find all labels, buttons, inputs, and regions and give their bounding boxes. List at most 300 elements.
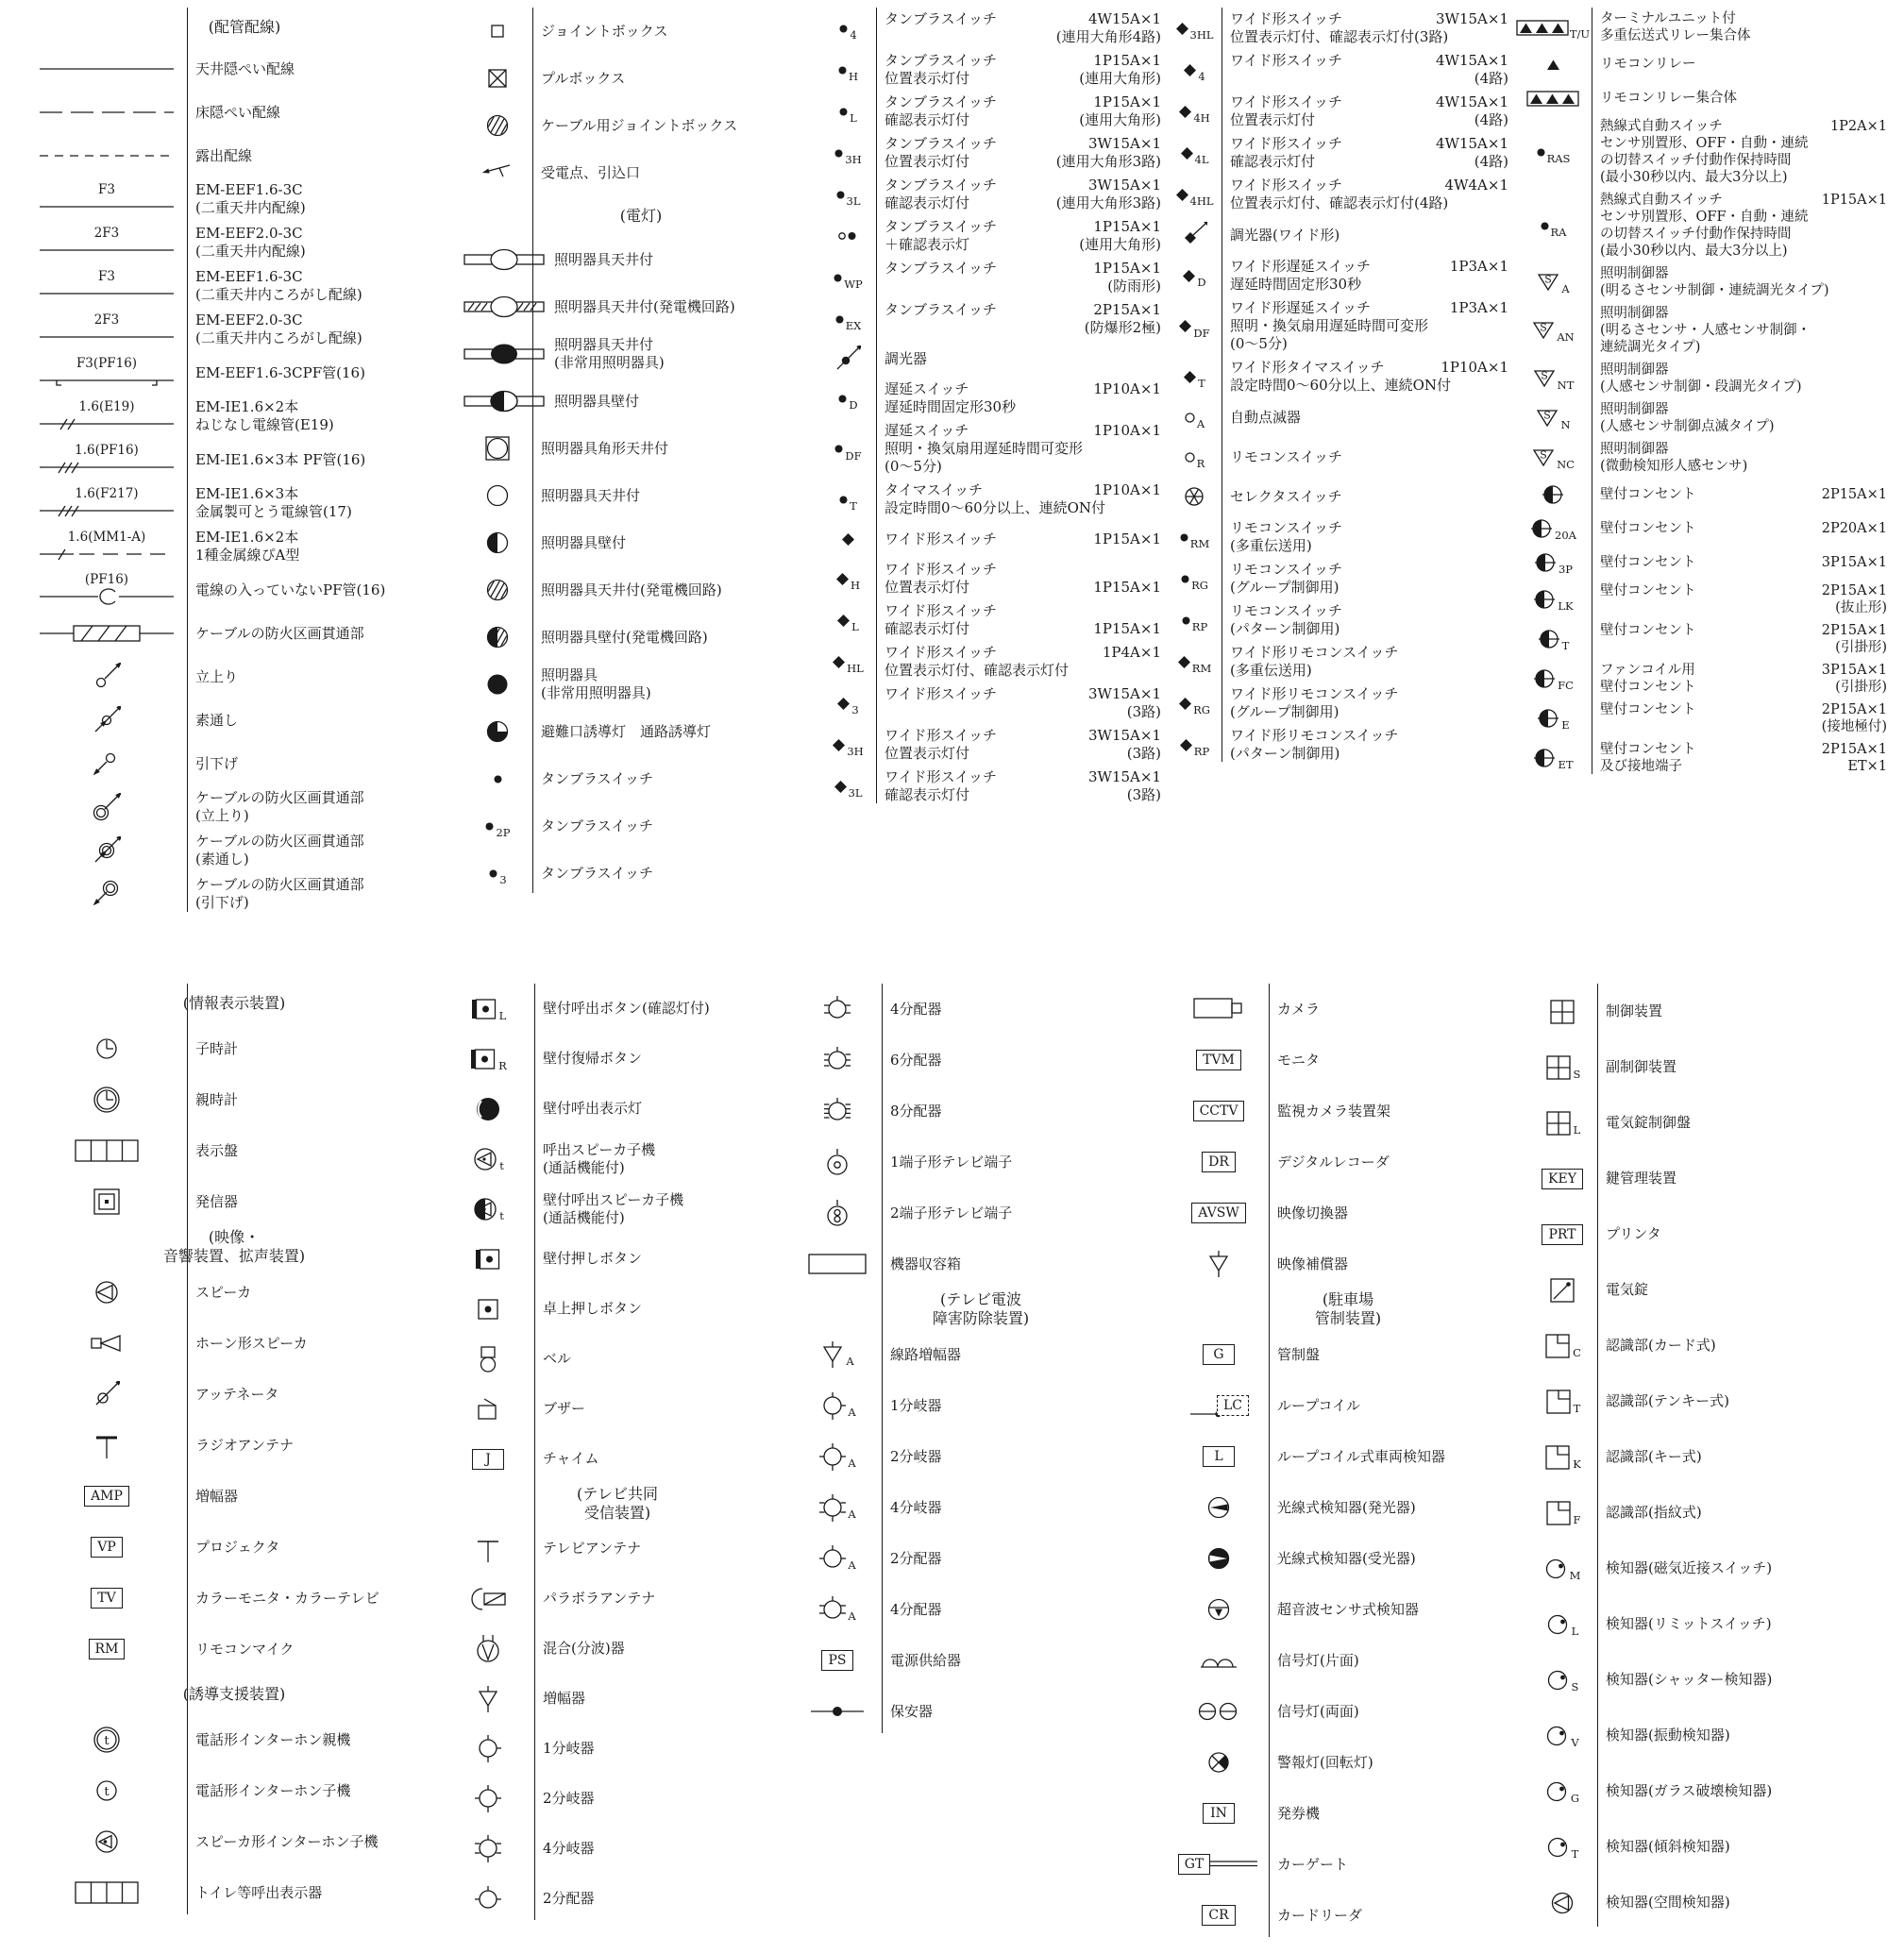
legend-column	[26, 984, 442, 1918]
legend-entry	[1527, 1318, 1904, 1373]
label-cell	[532, 425, 819, 472]
column-divider	[187, 984, 188, 1914]
symbol-cell	[26, 872, 187, 916]
legend-entry	[26, 134, 463, 177]
entry-label: 2端子形テレビ端子	[890, 1204, 1013, 1221]
entry-label: トイレ等呼出表示器	[195, 1883, 323, 1901]
symbol-cell	[463, 519, 532, 566]
entry-label: 検知器(傾斜検知器)	[1606, 1838, 1730, 1855]
label-cell	[187, 1624, 442, 1675]
symbol-subscript: V	[1571, 1735, 1579, 1749]
entry-label: 照明器具天井付(発電機回路)	[554, 297, 735, 315]
symbol-cell	[463, 614, 532, 661]
entry-label: 熱線式自動スイッチ	[1600, 119, 1723, 134]
label-cell	[1222, 437, 1514, 477]
entry-label: ケーブルの防火区画貫通部	[195, 624, 364, 642]
wire-dash-icon	[36, 146, 177, 165]
label-cell	[1269, 1890, 1527, 1941]
entry-label: ワイド形スイッチ	[1230, 93, 1342, 110]
symbol-subscript: RP	[1191, 620, 1208, 633]
entry-label: EM-IE1.6×3本 PF管(16)	[195, 450, 366, 468]
group-header	[1169, 1289, 1527, 1329]
box-symbol-label: PRT	[1548, 1226, 1576, 1242]
label-cell	[187, 1573, 442, 1624]
dimdot-icon	[834, 345, 861, 372]
box-symbol-label: TVM	[1203, 1053, 1235, 1068]
wire-solid-icon	[36, 313, 177, 346]
label-cell	[1592, 619, 1893, 659]
entry-label: 位置表示灯付	[885, 579, 970, 596]
legend-entry	[793, 1380, 1169, 1431]
entry-label: (二重天井内配線)	[195, 243, 306, 260]
legend-entry	[1167, 91, 1514, 132]
entry-spec: (3路)	[1126, 745, 1161, 762]
label-cell	[876, 132, 1167, 174]
legend-entry	[26, 1624, 442, 1675]
svg-text:S: S	[1540, 448, 1547, 462]
legend-entry	[1514, 738, 1893, 778]
legend-entry	[1167, 724, 1514, 766]
label-cell	[532, 472, 819, 519]
symbol-subscript: A	[846, 1355, 854, 1368]
wire-solid-icon	[36, 227, 177, 260]
symbol-cell	[1167, 477, 1222, 516]
box-symbol-label: VP	[97, 1540, 116, 1555]
symbol-cell	[26, 1765, 187, 1816]
entry-label: ケーブル用ジョイントボックス	[541, 116, 738, 134]
entry-label: 4分岐器	[890, 1498, 942, 1516]
label-cell	[534, 1034, 793, 1084]
wire-tag: F3	[98, 181, 115, 197]
interphone-icon	[92, 1776, 122, 1806]
label-cell	[187, 742, 463, 785]
entry-label: ワイド形スイッチ	[1230, 177, 1342, 194]
column-divider	[876, 8, 877, 803]
symbol-cell	[1514, 619, 1592, 659]
entry-label: ホーン形スピーカ	[195, 1334, 308, 1352]
legend-entry	[819, 49, 1167, 91]
legend-entry	[442, 1084, 793, 1134]
column-divider	[1597, 984, 1598, 1927]
wire-tag: 1.6(E19)	[78, 398, 135, 414]
legend-entry	[793, 1329, 1169, 1380]
symbol-cell	[26, 699, 187, 742]
group-header-line: 障害防除装置)	[932, 1309, 1030, 1327]
entry-spec: 3W15A×1	[1436, 10, 1508, 27]
grid4-icon	[1544, 1053, 1581, 1082]
legend-band-top	[26, 8, 1893, 916]
entry-label: 電線の入っていないPF管(16)	[195, 581, 386, 598]
entry-label: 連続調光タイプ)	[1600, 340, 1701, 355]
legend-entry	[1167, 558, 1514, 599]
symbol-subscript: A	[1196, 417, 1205, 430]
entry-label: モニタ	[1277, 1051, 1321, 1069]
symbol-cell	[1167, 682, 1222, 724]
legend-entry	[26, 785, 463, 829]
entry-label: パラボラアンテナ	[543, 1590, 656, 1607]
symbol-cell	[26, 612, 187, 655]
legend-entry	[793, 1188, 1169, 1238]
wire-dashlong-icon	[36, 103, 177, 122]
label-cell	[1269, 1788, 1527, 1839]
symbol-cell	[1167, 296, 1222, 356]
legend-entry	[819, 641, 1167, 682]
riser-icon	[93, 663, 121, 691]
entry-label: EM-EEF2.0-3C	[195, 312, 303, 328]
label-cell	[882, 1137, 1169, 1188]
entry-label: 照明制御器	[1600, 362, 1669, 378]
symbol-subscript: 4L	[1194, 153, 1209, 166]
entry-label: 1種金属線ぴA型	[195, 547, 300, 564]
circ-icon	[484, 671, 511, 698]
wire-tag: 1.6(F217)	[75, 485, 139, 501]
dot-icon	[835, 188, 861, 208]
entry-label: 遅延スイッチ	[885, 422, 969, 439]
symbol-cell	[26, 308, 187, 351]
entry-spec: 3W15A×1	[1088, 685, 1161, 702]
dotpair-icon	[836, 230, 859, 242]
symbol-cell	[1167, 8, 1222, 49]
symbol-cell	[442, 1874, 534, 1924]
entry-label: 床隠ぺい配線	[195, 103, 281, 121]
label-cell	[187, 438, 463, 481]
entry-label: ループコイル	[1277, 1396, 1361, 1414]
legend-entry	[26, 829, 463, 872]
symbol-cell	[26, 1318, 187, 1369]
entry-label: 親時計	[195, 1090, 239, 1108]
entry-label: ジョイントボックス	[541, 22, 668, 40]
riser-icon	[93, 793, 121, 821]
dot-icon	[488, 867, 507, 886]
branch-icon	[474, 1833, 502, 1864]
entry-label: 熱線式自動スイッチ	[1600, 193, 1723, 208]
divider-icon	[823, 1046, 851, 1074]
symbol-cell	[793, 1238, 882, 1289]
atten-icon	[93, 1381, 120, 1407]
scontrol-icon	[1532, 367, 1575, 390]
dot-icon	[838, 493, 857, 513]
dia-icon	[1182, 269, 1206, 289]
sqcirc-icon	[483, 434, 512, 463]
symbol-subscript: H	[850, 579, 861, 592]
entry-label: EM-EEF1.6-3C	[195, 268, 303, 285]
entry-label: 照明制御器	[1600, 402, 1669, 417]
symbol-cell	[1514, 546, 1592, 580]
entry-label: 子時計	[195, 1039, 239, 1057]
scontrol-icon	[1535, 407, 1570, 430]
entry-spec: 3P15A×1	[1821, 663, 1887, 678]
symbol-cell	[1527, 1373, 1597, 1429]
legend-entry	[1167, 132, 1514, 174]
symbol-subscript: 3L	[846, 194, 861, 208]
deskbtn-icon	[476, 1297, 500, 1322]
entry-label: リモコンスイッチ	[1230, 602, 1342, 619]
symbol-subscript: T	[1571, 1846, 1579, 1861]
label-cell	[876, 724, 1167, 766]
label-cell	[187, 1023, 442, 1074]
legend-entry	[26, 91, 463, 134]
label-cell	[187, 481, 463, 525]
dot-icon	[1179, 531, 1210, 550]
svg-text:S: S	[1544, 273, 1553, 286]
legend-entry	[26, 1125, 442, 1176]
dot-icon	[484, 819, 511, 839]
symbol-subscript: 3	[851, 703, 859, 716]
symbol-cell	[26, 221, 187, 264]
box-symbol-DR	[1202, 1152, 1236, 1172]
wire-cloop-icon	[36, 573, 177, 608]
label-cell	[882, 1686, 1169, 1737]
label-cell	[1269, 1431, 1527, 1482]
label-cell	[882, 1482, 1169, 1533]
symbol-cell	[26, 1714, 187, 1765]
mixer-icon	[474, 1634, 502, 1664]
entry-spec: 3W15A×1	[1088, 768, 1161, 785]
label-cell	[532, 614, 819, 661]
symbol-cell	[1514, 189, 1592, 262]
symbol-cell	[1167, 724, 1222, 766]
symbol-cell	[1169, 1137, 1269, 1188]
label-cell	[876, 766, 1167, 807]
entry-label: 認識部(指紋式)	[1606, 1504, 1702, 1521]
legend-entry	[1167, 682, 1514, 724]
entry-label: カードリーダ	[1277, 1906, 1363, 1924]
wire-tag: (PF16)	[84, 571, 129, 587]
legend-entry	[26, 872, 463, 916]
symbol-cell	[463, 566, 532, 614]
symbol-subscript: T	[1573, 1401, 1581, 1415]
box-symbol-label: KEY	[1548, 1171, 1576, 1187]
legend-entry	[1527, 1541, 1904, 1596]
symbol-cell	[793, 1431, 882, 1482]
symbol-cell	[1167, 516, 1222, 558]
entry-label: EM-IE1.6×2本	[195, 529, 299, 546]
sig-icon	[1198, 1651, 1239, 1670]
legend-entry	[1514, 478, 1893, 512]
symbol-subscript: A	[848, 1609, 856, 1623]
symbol-cell	[819, 298, 876, 340]
entry-spec: 1P15A×1	[1093, 93, 1161, 110]
symbol-cell	[819, 215, 876, 257]
label-cell	[532, 566, 819, 614]
circ-icon	[484, 577, 511, 603]
group-header	[442, 1484, 793, 1524]
label-cell	[187, 308, 463, 351]
label-cell	[187, 1714, 442, 1765]
label-cell	[187, 1369, 442, 1420]
label-cell	[1597, 1596, 1904, 1652]
legend-entry	[793, 984, 1169, 1035]
symbol-cell	[463, 425, 532, 472]
dot-icon	[837, 63, 859, 83]
label-cell	[882, 984, 1169, 1035]
legend-entry	[1167, 174, 1514, 215]
detect-icon	[1546, 1612, 1579, 1637]
entry-label: (通話機能付)	[543, 1158, 625, 1176]
wire-tag: F3	[98, 268, 115, 284]
entry-label: 警報灯(回転灯)	[1277, 1753, 1373, 1771]
label-cell	[1269, 1533, 1527, 1584]
symbol-cell	[1167, 49, 1222, 91]
label-cell	[532, 8, 819, 55]
symbol-subscript: E	[1561, 718, 1570, 732]
wire-tick3-icon	[36, 444, 177, 477]
reader-icon	[1543, 1443, 1581, 1472]
label-cell	[187, 1074, 442, 1125]
riser-icon	[93, 836, 121, 865]
legend-entry	[26, 264, 463, 308]
legend-entry	[793, 1584, 1169, 1635]
legend-entry	[793, 1635, 1169, 1686]
symbol-cell	[442, 1724, 534, 1774]
entry-label: 制御装置	[1606, 1002, 1663, 1019]
legend-entry	[1514, 580, 1893, 619]
legend-entry	[1169, 1482, 1527, 1533]
label-cell	[1597, 1318, 1904, 1373]
symbol-subscript: S	[1573, 1067, 1581, 1081]
label-cell	[534, 1134, 793, 1184]
entry-spec: (4路)	[1474, 111, 1508, 128]
entry-spec: (連用大角形3路)	[1055, 153, 1161, 170]
symbol-subscript: L	[1571, 1624, 1579, 1638]
legend-entry	[1514, 546, 1893, 580]
entry-label: 立上り	[195, 667, 239, 685]
symbol-cell	[442, 1674, 534, 1724]
legend-entry	[1169, 1686, 1527, 1737]
symbol-cell	[1169, 1635, 1269, 1686]
legend-entry	[1167, 516, 1514, 558]
entry-label: 監視カメラ装置架	[1277, 1102, 1391, 1120]
label-cell	[1222, 255, 1514, 296]
symbol-cell	[819, 257, 876, 298]
label-cell	[1592, 262, 1893, 302]
entry-label: 超音波センサ式検知器	[1277, 1600, 1420, 1618]
entry-label: タンブラスイッチ	[541, 864, 653, 882]
entry-label: 素通し	[195, 711, 239, 729]
entry-label: 混合(分波)器	[543, 1640, 625, 1657]
symbol-cell	[1514, 398, 1592, 438]
symbol-cell	[1527, 1875, 1597, 1930]
dia-icon	[1175, 188, 1214, 208]
symbol-cell	[819, 91, 876, 132]
label-cell	[1222, 91, 1514, 132]
entry-label: 電気錠制御盤	[1606, 1114, 1692, 1131]
legend-entry	[1527, 1819, 1904, 1875]
eqbox-icon	[807, 1252, 868, 1276]
symbol-cell	[1527, 1206, 1597, 1262]
entry-label: デジタルレコーダ	[1277, 1153, 1390, 1171]
entry-label: 照明器具	[541, 666, 598, 683]
entry-spec: (防雨形)	[1107, 278, 1161, 295]
label-cell	[876, 8, 1167, 49]
symbol-subscript: RG	[1193, 703, 1210, 716]
entry-spec: (接地極付)	[1821, 719, 1887, 734]
label-cell	[532, 708, 819, 755]
box-symbol-label: J	[485, 1451, 491, 1467]
dia-icon	[1183, 370, 1205, 390]
entry-label: 卓上押しボタン	[543, 1300, 643, 1317]
entry-label: (グループ制御用)	[1230, 579, 1340, 596]
loop-coil-label: LC	[1222, 1398, 1242, 1413]
entry-label: 検知器(振動検知器)	[1606, 1727, 1730, 1743]
branch-icon	[818, 1441, 855, 1473]
label-cell	[187, 525, 463, 568]
entry-label: リモコンリレー集合体	[1600, 91, 1737, 106]
label-cell	[187, 47, 463, 91]
label-cell	[882, 1584, 1169, 1635]
entry-label: セレクタスイッチ	[1230, 487, 1342, 505]
entry-label: 信号灯(両面)	[1277, 1702, 1359, 1720]
label-cell	[1269, 984, 1527, 1035]
box-symbol-label: CR	[1208, 1908, 1229, 1923]
label-cell	[876, 641, 1167, 682]
detect-icon	[1546, 1668, 1579, 1693]
entry-label: (二重天井内ころがし配線)	[195, 286, 362, 303]
label-cell	[1597, 1485, 1904, 1541]
legend-entry	[463, 708, 819, 755]
symbol-cell	[1514, 262, 1592, 302]
symbol-cell	[1514, 81, 1592, 115]
legend-entry	[26, 47, 463, 91]
grid4-icon	[1544, 1109, 1581, 1137]
legend-entry	[1169, 1238, 1527, 1289]
symbol-cell	[1167, 397, 1222, 437]
entry-label: 4分配器	[890, 1600, 942, 1618]
symbol-subscript: 3	[499, 873, 507, 886]
gate-box	[1178, 1854, 1211, 1875]
entry-label: 確認表示灯付	[885, 620, 970, 637]
entry-spec: 1P2A×1	[1829, 119, 1887, 134]
legend-entry	[1514, 115, 1893, 189]
entry-label: タンブラスイッチ	[885, 93, 997, 110]
legend-entry	[463, 55, 819, 102]
entry-spec: 1P10A×1	[1093, 422, 1161, 439]
legend-entry	[26, 351, 463, 395]
label-cell	[1592, 115, 1893, 189]
symbol-subscript: ET	[1558, 758, 1574, 771]
legend-entry	[1514, 659, 1893, 699]
label-cell	[876, 520, 1167, 558]
legend-column	[819, 8, 1167, 807]
outlet-icon	[1529, 518, 1576, 542]
legend-entry	[463, 566, 819, 614]
entry-label: 1分岐器	[890, 1396, 942, 1414]
symbol-subscript: R	[498, 1058, 507, 1072]
column-divider	[1269, 984, 1270, 1937]
symbol-cell	[1169, 1482, 1269, 1533]
symbol-cell	[1169, 1788, 1269, 1839]
entry-label: 天井隠ぺい配線	[195, 59, 295, 77]
entry-label: (0〜5分)	[885, 458, 942, 475]
entry-label: 壁付コンセント	[1600, 521, 1696, 536]
symbol-cell	[819, 766, 876, 807]
entry-spec: 2P15A×1	[1821, 623, 1887, 638]
legend-entry	[793, 1482, 1169, 1533]
riser-icon	[93, 880, 121, 908]
label-cell	[1592, 738, 1893, 778]
symbol-cell	[1527, 1596, 1597, 1652]
entry-label: ワイド形スイッチ	[1230, 10, 1342, 27]
dia-icon	[832, 738, 864, 758]
dot-icon	[833, 271, 863, 291]
entry-label: ワイド形遅延スイッチ	[1230, 299, 1371, 316]
wire-tag: 2F3	[93, 312, 120, 328]
label-cell	[534, 1724, 793, 1774]
symbol-cell	[819, 641, 876, 682]
entry-label: 表示盤	[195, 1141, 239, 1159]
symbol-cell	[26, 91, 187, 134]
legend-entry	[1514, 699, 1893, 738]
